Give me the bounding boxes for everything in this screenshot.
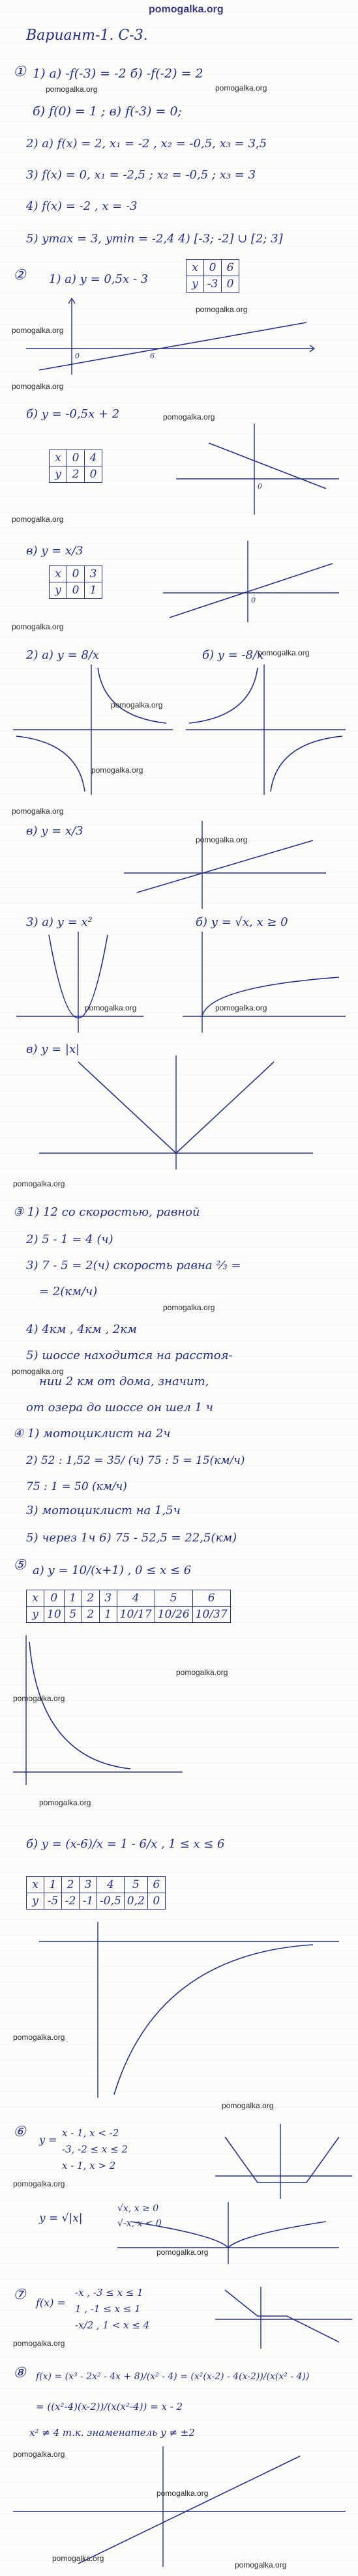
table-cell: 0 — [67, 450, 85, 466]
task8-line-1: f(x) = (x³ - 2x² - 4x + 8)/(x² - 4) = (x²(x-2) - 4(x-2))/(x(x² - 4)) — [36, 2371, 310, 2382]
watermark: pomogalka.org — [13, 1694, 65, 1703]
task2-line-5: б) y = -8/x — [202, 648, 264, 662]
table-cell: 4 — [85, 450, 102, 466]
table-cell: -3 — [204, 276, 222, 293]
task3-line-3: 3) 7 - 5 = 2(ч) скорость равна ⅔ = — [26, 1259, 241, 1272]
watermark: pomogalka.org — [111, 700, 163, 709]
task3-line-6: 5) шоссе находится на расстоя- — [26, 1349, 233, 1362]
value-table-5b — [26, 1876, 166, 1910]
table-cell: 3 — [85, 566, 102, 582]
table-cell: y — [27, 1893, 44, 1910]
table-cell: 5 — [155, 1590, 192, 1607]
task5-formula-a: а) y = 10/(x+1) , 0 ≤ x ≤ 6 — [33, 1564, 192, 1577]
task8-line-2: = ((x²-4)(x-2))/(x(x²-4)) = x - 2 — [36, 2401, 183, 2412]
task7-case-3: -x/2 , 1 < x ≤ 4 — [75, 2319, 150, 2331]
watermark: pomogalka.org — [13, 2450, 65, 2459]
watermark: pomogalka.org — [91, 766, 143, 775]
table-cell: x — [27, 1590, 44, 1607]
task2-line-8: б) y = √x, x ≥ 0 — [196, 915, 288, 929]
task1-line-2: б) f(0) = 1 ; в) f(-3) = 0; — [33, 104, 182, 119]
value-table-1 — [186, 259, 239, 293]
graph-hyperbola-5a — [0, 1629, 358, 1792]
watermark: pomogalka.org — [85, 1003, 137, 1012]
table-cell: x — [50, 450, 67, 466]
table-cell: 2 — [82, 1590, 99, 1607]
table-cell: 10/17 — [117, 1607, 155, 1623]
task8-line-3: x² ≠ 4 т.к. знаменатель y ≠ ±2 — [29, 2427, 195, 2439]
svg-text:6: 6 — [150, 352, 155, 360]
task1-number: ① — [13, 64, 26, 80]
task2-line-7: 3) а) y = x² — [26, 915, 93, 929]
task4-line-1: ④ 1) мотоциклист на 2ч — [13, 1427, 171, 1440]
table-cell: x — [27, 1877, 44, 1893]
watermark: pomogalka.org — [12, 382, 64, 391]
table-cell: 0,2 — [124, 1893, 147, 1910]
table-cell: 1 — [64, 1590, 82, 1607]
table-cell: -1 — [80, 1893, 97, 1910]
table-cell: x — [50, 566, 67, 582]
table-cell: 5 — [64, 1607, 82, 1623]
table-cell: 1 — [99, 1607, 117, 1623]
watermark: pomogalka.org — [163, 1303, 215, 1312]
watermark: pomogalka.org — [215, 83, 267, 93]
table-cell: y — [186, 276, 204, 293]
watermark: pomogalka.org — [12, 807, 64, 816]
watermark: pomogalka.org — [163, 412, 215, 422]
task1-line-5: 4) f(x) = -2 , x = -3 — [26, 199, 138, 213]
task3-line-5: 4) 4км , 4км , 2км — [26, 1323, 137, 1336]
table-cell: -5 — [44, 1893, 62, 1910]
task3-line-7: нии 2 км от дома, значит, — [39, 1375, 209, 1388]
task6-formula-2: y = √|x| — [39, 2212, 83, 2225]
task2-line-2: б) y = -0,5x + 2 — [26, 407, 120, 421]
task2-line-1: 1) а) y = 0,5x - 3 — [49, 272, 149, 286]
task1-line-4: 3) f(x) = 0, x₁ = -2,5 ; x₂ = -0,5 ; x₃ = 3 — [26, 168, 256, 182]
table-cell: 6 — [147, 1877, 165, 1893]
table-cell: -0,5 — [97, 1893, 125, 1910]
task5-formula-b: б) y = (x-6)/x = 1 - 6/x , 1 ≤ x ≤ 6 — [26, 1837, 225, 1851]
task6-case-3: x - 1, x > 2 — [62, 2160, 116, 2171]
table-cell: 6 — [192, 1590, 230, 1607]
task6-case-2: -3, -2 ≤ x ≤ 2 — [62, 2143, 128, 2155]
table-cell: x — [186, 260, 204, 276]
task4-line-3: 75 : 1 = 50 (км/ч) — [26, 1480, 127, 1493]
task4-line-5: 5) через 1ч 6) 75 - 52,5 = 22,5(км) — [26, 1531, 237, 1545]
task5-number: ⑤ — [13, 1557, 26, 1573]
task2-line-4: 2) а) y = 8/x — [26, 648, 100, 662]
watermark: pomogalka.org — [196, 835, 248, 844]
table-cell: 6 — [222, 260, 239, 276]
task1-line-3: 2) а) f(x) = 2, x₁ = -2 , x₂ = -0,5, x₃ = 3,5 — [26, 137, 267, 150]
task2-line-3: в) y = x/3 — [26, 544, 83, 558]
table-cell: y — [50, 582, 67, 599]
table-cell: 4 — [117, 1590, 155, 1607]
graph-line-1 — [0, 293, 358, 378]
task7-f: f(x) = — [36, 2297, 66, 2309]
table-cell: 4 — [97, 1877, 125, 1893]
watermark: pomogalka.org — [13, 1179, 65, 1188]
watermark: pomogalka.org — [13, 2033, 65, 2042]
watermark: pomogalka.org — [196, 305, 248, 314]
watermark: pomogalka.org — [12, 515, 64, 524]
graph-line-2 — [0, 417, 358, 521]
watermark: pomogalka.org — [157, 2248, 209, 2257]
watermark: pomogalka.org — [235, 2560, 287, 2569]
graph-line-8 — [0, 2440, 358, 2570]
table-cell: 1 — [44, 1877, 62, 1893]
table-cell: 5 — [124, 1877, 147, 1893]
task6-number: ⑥ — [13, 2124, 26, 2140]
graph-hyperbola — [0, 658, 358, 801]
table-cell: 0 — [147, 1893, 165, 1910]
table-cell: 1 — [85, 582, 102, 599]
task3-line-2: 2) 5 - 1 = 4 (ч) — [26, 1233, 113, 1246]
table-cell: -2 — [62, 1893, 80, 1910]
task4-line-4: 3) мотоциклист на 1,5ч — [26, 1504, 181, 1517]
task6-y: y = — [39, 2134, 57, 2146]
svg-text:0: 0 — [251, 596, 256, 605]
watermark: pomogalka.org — [12, 1367, 64, 1376]
table-cell: 3 — [99, 1590, 117, 1607]
watermark: pomogalka.org — [176, 1668, 228, 1677]
svg-text:0: 0 — [75, 352, 80, 360]
graph-line-3 — [0, 534, 358, 625]
task2-line-9: в) y = |x| — [26, 1042, 80, 1056]
task3-line-1: ③ 1) 12 со скоростью, равной — [13, 1205, 200, 1219]
watermark-top: pomogalka.org — [149, 4, 224, 15]
graph-hyperbola-5b — [0, 1915, 358, 2104]
table-cell: 0 — [67, 566, 85, 582]
watermark: pomogalka.org — [12, 622, 64, 631]
table-cell: 2 — [82, 1607, 99, 1623]
table-cell: 0 — [44, 1590, 65, 1607]
watermark: pomogalka.org — [52, 2554, 104, 2563]
task8-number: ⑧ — [13, 2365, 26, 2381]
table-cell: y — [50, 466, 67, 483]
task3-line-4: = 2(км/ч) — [39, 1285, 98, 1298]
task7-case-2: 1 , -1 ≤ x ≤ 1 — [75, 2303, 141, 2315]
task1-line-1: 1) а) -f(-3) = -2 б) -f(-2) = 2 — [33, 66, 203, 81]
graph-parabola-root — [0, 925, 358, 1036]
task6-case2-2: √-x, x < 0 — [117, 2218, 162, 2229]
table-cell: y — [27, 1607, 44, 1623]
watermark: pomogalka.org — [215, 1003, 267, 1012]
table-cell: 2 — [67, 466, 85, 483]
value-table-5a — [26, 1590, 231, 1623]
watermark: pomogalka.org — [39, 1798, 91, 1807]
table-cell: 3 — [80, 1877, 97, 1893]
graph-line-4 — [0, 814, 358, 912]
watermark: pomogalka.org — [157, 2489, 209, 2498]
svg-text:0: 0 — [258, 482, 262, 491]
watermark: pomogalka.org — [222, 2101, 274, 2110]
task6-case2-1: √x, x ≥ 0 — [117, 2203, 159, 2214]
task7-case-1: -x , -3 ≤ x ≤ 1 — [75, 2287, 143, 2298]
table-cell: 0 — [67, 582, 85, 599]
task7-number: ⑦ — [13, 2287, 26, 2303]
table-cell: 10/26 — [155, 1607, 192, 1623]
table-cell: 0 — [204, 260, 222, 276]
table-cell: 10/37 — [192, 1607, 230, 1623]
table-cell: 10 — [44, 1607, 65, 1623]
table-cell: 0 — [222, 276, 239, 293]
watermark: pomogalka.org — [13, 2339, 65, 2348]
task6-case-1: x - 1, x < -2 — [62, 2127, 119, 2139]
watermark: pomogalka.org — [258, 648, 310, 657]
table-cell: 2 — [62, 1877, 80, 1893]
table-cell: 0 — [85, 466, 102, 483]
watermark: pomogalka.org — [13, 2179, 65, 2188]
task1-line-6: 5) ymax = 3, ymin = -2,4 4) [-3; -2] ∪ [2; 3] — [26, 232, 283, 246]
graph-abs — [0, 1049, 358, 1173]
task2-number: ② — [13, 267, 26, 283]
task3-line-8: от озера до шоссе он шел 1 ч — [26, 1401, 213, 1414]
graph-piecewise-6 — [0, 2117, 358, 2202]
watermark: pomogalka.org — [12, 326, 64, 335]
task4-line-2: 2) 52 : 1,52 = 35/ (ч) 75 : 5 = 15(км/ч) — [26, 1454, 245, 1467]
watermark: pomogalka.org — [46, 85, 98, 94]
task2-line-6: в) y = x/3 — [26, 824, 83, 838]
page-title: Вариант-1. С-3. — [26, 27, 148, 44]
